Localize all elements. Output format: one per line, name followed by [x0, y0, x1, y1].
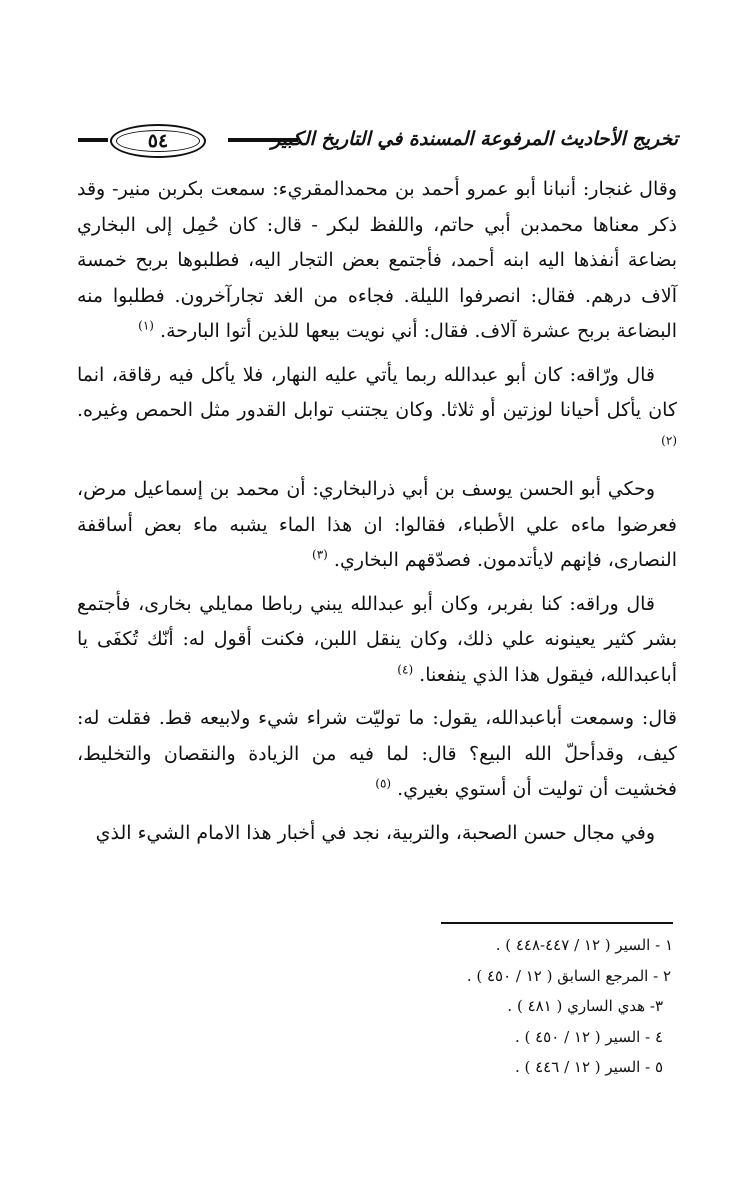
footnote-item: ٤ - السير ( ١٢ / ٤٥٠ ) . — [514, 1027, 663, 1046]
footnote-ref: (١) — [138, 318, 154, 333]
paragraph: قال وراقه: كنا بفربر، وكان أبو عبدالله يبني رباطا ممايلي بخارى، فأجتمع بشر كثير يعينونه علي ذلك، وكان ينقل اللبن، فكنت أقول له: أنّك تُكفَى يا أباعبدالله، فيقول هذا الذي ينفعنا. $^{(٤)}$ — [77, 592, 677, 686]
page-number-oval — [110, 124, 206, 158]
page-number: ٥٤ — [147, 130, 169, 152]
footnote-item: ٢ - المرجع السابق ( ١٢ / ٤٥٠ ) . — [466, 966, 671, 985]
paragraph: وقال غنجار: أنبانا أبو عمرو أحمد بن محمدالمقريء: سمعت بكربن منير- وقد ذكر معناها محمدبن أبي حاتم، واللفظ لبكر - قال: كان حُمِل إلى البخاري بضاعة أنفذها اليه ابنه أحمد، فأجتمع بعض التجار اليه، فطلبوها بربح خمسة آلاف درهم. فقال: انصرفوا الليلة. فجاءه من الغد تجارآخرون. فطلبوا منه البضاعة بربح عشرة آلاف. فقال: أني نويت بيعها للذين أتوا البارحة. $^{(١)}$ — [77, 178, 677, 342]
footnote-separator — [441, 922, 673, 924]
main-text — [77, 172, 677, 859]
footnote-ref: (٣) — [312, 547, 328, 562]
paragraph: قال ورّاقه: كان أبو عبدالله ربما يأتي عليه النهار، فلا يأكل فيه رقاقة، انما كان يأكل أحيانا لوزتين أو ثلاثا. وكان يجتنب توابل القدور مثل الحمص وغيره. $^{(٢)}$ — [77, 363, 677, 448]
footnote-ref: (٤) — [397, 662, 414, 677]
paragraph: قال: وسمعت أباعبدالله، يقول: ما توليّت شراء شيء ولابيعه قط. فقلت له: كيف، وقدأحلّ الله البيع؟ قال: لما فيه من الزيادة والنقصان والتخليط، فخشيت أن توليت أن أستوي بغيري. $^{(٥)}$ — [77, 707, 677, 800]
paragraph: وفي مجال حسن الصحبة، والتربية، نجد في أخبار هذا الامام الشيء الذي — [95, 821, 655, 844]
page-header — [78, 124, 678, 164]
header-rule-right — [228, 138, 298, 142]
footnote-item: ٥ - السير ( ١٢ / ٤٤٦ ) . — [514, 1058, 663, 1076]
footnote-item: ٣- هدي الساري ( ٤٨١ ) . — [507, 997, 663, 1015]
running-title: تخريج الأحاديث المرفوعة المسندة في التاريخ الكبير — [271, 128, 678, 150]
footnote-ref: (٥) — [375, 776, 392, 791]
paragraph: وحكي أبو الحسن يوسف بن أبي ذرالبخاري: أن محمد بن إسماعيل مرض، فعرضوا ماءه علي الأطباء، فقالوا: ان هذا الماء يشبه ماء بعض أساقفة النصارى، فإنهم لايأتدمون. فصدّقهم البخاري. $^{(٣)}$ — [77, 478, 677, 571]
footnote-item: ١ - السير ( ١٢ / ٤٤٧-٤٤٨ ) . — [495, 936, 673, 954]
header-rule-left — [78, 138, 108, 142]
footnote-ref: (٢) — [661, 433, 677, 448]
footnotes — [413, 930, 673, 1083]
